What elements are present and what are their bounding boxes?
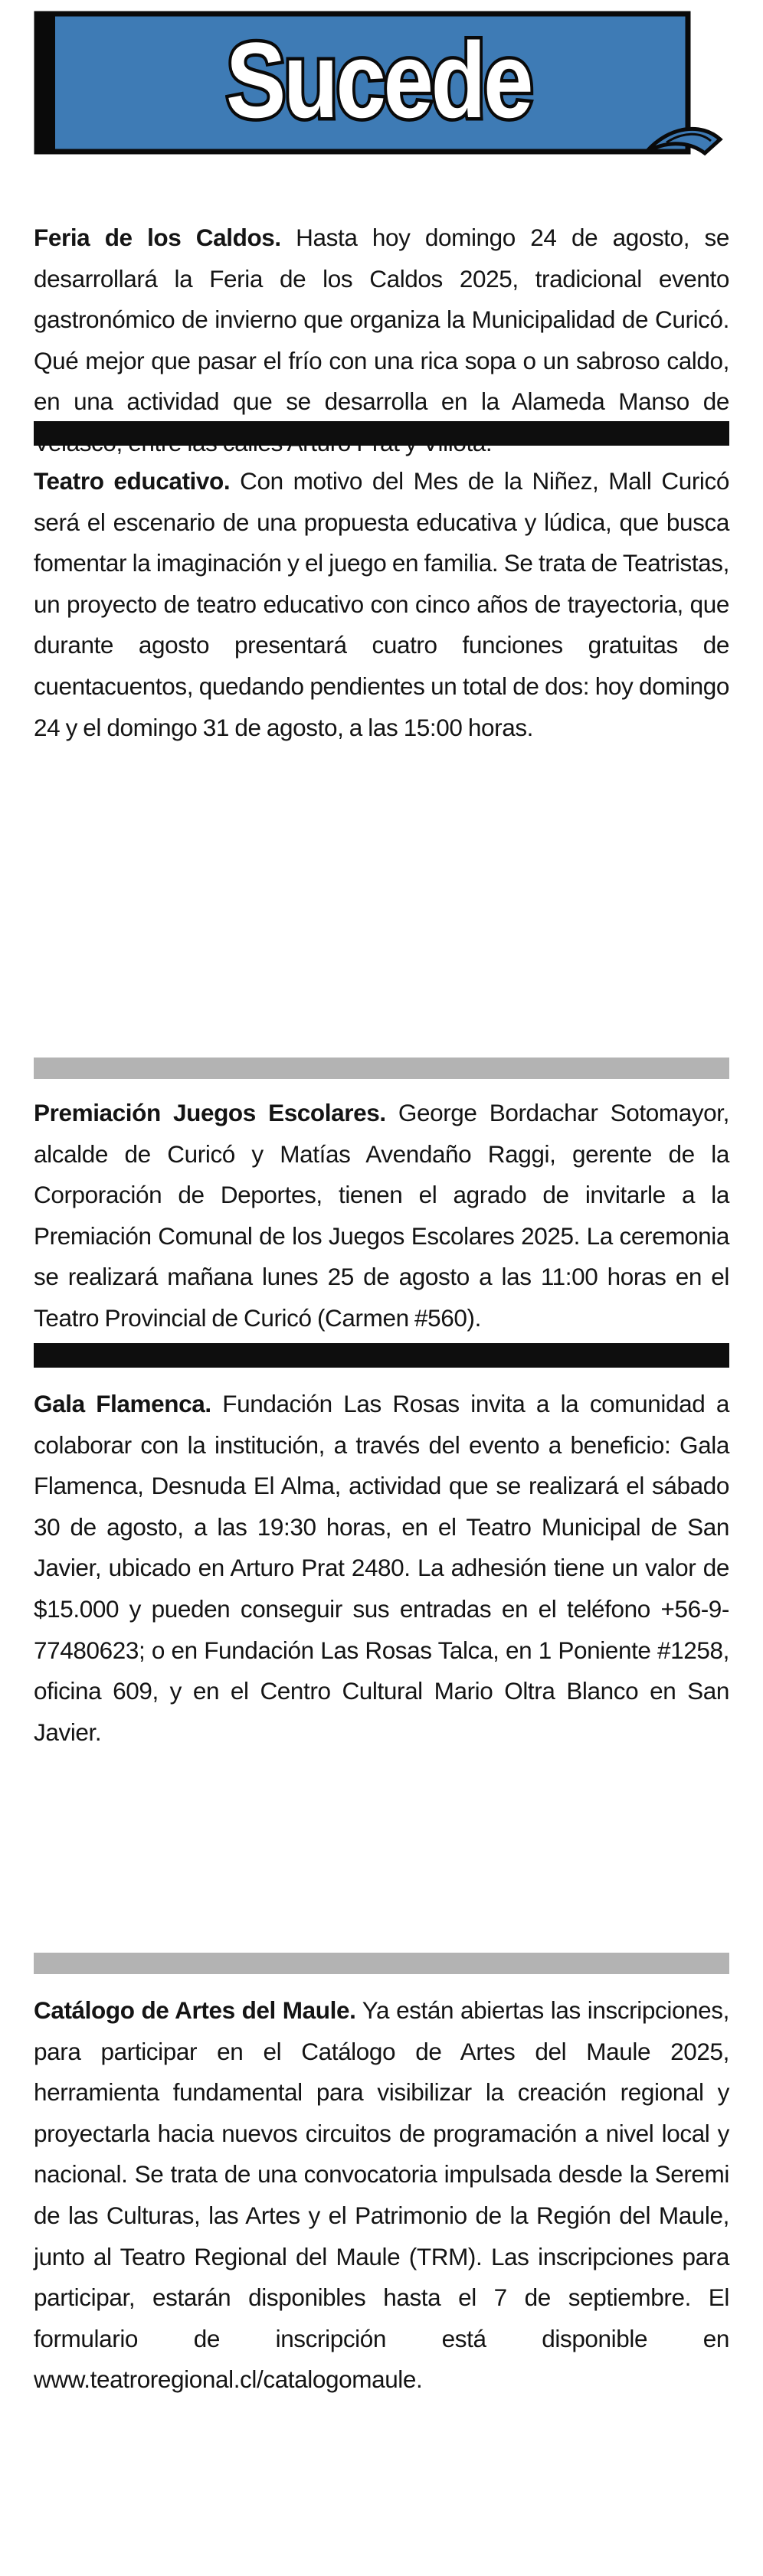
news-item-body: Fundación Las Rosas invita a la comunidad a colaborar con la institución, a través del evento a beneficio: Gala Flamenca, Desnuda El Alma, actividad que se realizará el sábado 30 de agosto, a las 19:30 horas, en el Teatro Municipal de San Javier, ubicado en Arturo Prat 2480. La adhesión tiene un valor de $15.000 y pueden conseguir sus entradas en el teléfono +56-9-77480623; o en Fundación Las Rosas Talca, en 1 Poniente #1258, oficina 609, y en el Centro Cultural Mario Oltra Blanco en San Javier. [34,1390,729,1746]
news-item-body: George Bordachar Sotomayor, alcalde de Curicó y Matías Avendaño Raggi, gerente de la Corporación de Deportes, tienen el agrado de invitarle a la Premiación Comunal de los Juegos Escolares 2025. La ceremonia se realizará mañana lunes 25 de agosto a las 11:00 horas en el Teatro Provincial de Curicó (Carmen #560). [34,1099,729,1332]
news-item-headline: Teatro educativo. [34,467,231,495]
news-item-headline: Catálogo de Artes del Maule. [34,1996,356,2024]
news-item-text [34,1990,729,2401]
news-item-body: Hasta hoy domingo 24 de agosto, se desarrollará la Feria de los Caldos 2025, tradicional evento gastronómico de invierno que organiza la Municipalidad de Curicó. Qué mejor que pasar el frío con una rica sopa o un sabroso caldo, en una actividad que se desarrolla en la Alameda Manso de [34,224,730,416]
news-item-premiacion-juegos [34,1093,729,1339]
news-item-catalogo-artes [34,1990,729,2401]
news-item-gala-flamenca [34,1384,729,1753]
news-item-headline: Feria de los Caldos. [34,224,281,251]
news-item-text [34,1093,729,1339]
separator-bar [34,1343,729,1368]
news-item-body: Ya están abiertas las inscripciones, para participar en el Catálogo de Artes del Maule 2025, herramienta fundamental para visibilizar la creación regional y proyectarla hacia nuevos circuitos de programación a nivel local y nacional. Se trata de una convocatoria impulsada desde la Seremi de las Culturas, las Artes y el Patrimonio de la Región del Maule, junto al Teatro Regional del Maule (TRM). Las inscripciones para participar, estarán disponibles hasta el 7 de septiembre. El formulario de inscripción está disponible en www.teatroregional.cl/catalogomaule. [34,1996,729,2394]
separator-bar [34,421,729,446]
section-header [34,11,723,158]
separator-bar [34,1953,729,1974]
page-title: Sucede [225,20,532,140]
news-item-text [34,461,729,748]
news-item-headline: Gala Flamenca. [34,1390,211,1417]
banner-left-bar [37,14,55,152]
news-item-text [34,1384,729,1753]
separator-bar [34,1058,729,1079]
news-item-teatro-educativo [34,461,729,748]
news-item-body: Con motivo del Mes de la Niñez, Mall Curicó será el escenario de una propuesta educativa y lúdica, que busca fomentar la imaginación y el juego en familia. Se trata de Teatristas, un proyecto de teatro educativo con cinco años de trayectoria, que durante agosto presentará cuatro funciones gratuitas de cuentacuentos, quedando pendientes un total de dos: hoy domingo 24 y el domingo 31 de agosto, a las 15:00 horas. [34,467,729,741]
news-item-headline: Premiación Juegos Escolares. [34,1099,386,1126]
